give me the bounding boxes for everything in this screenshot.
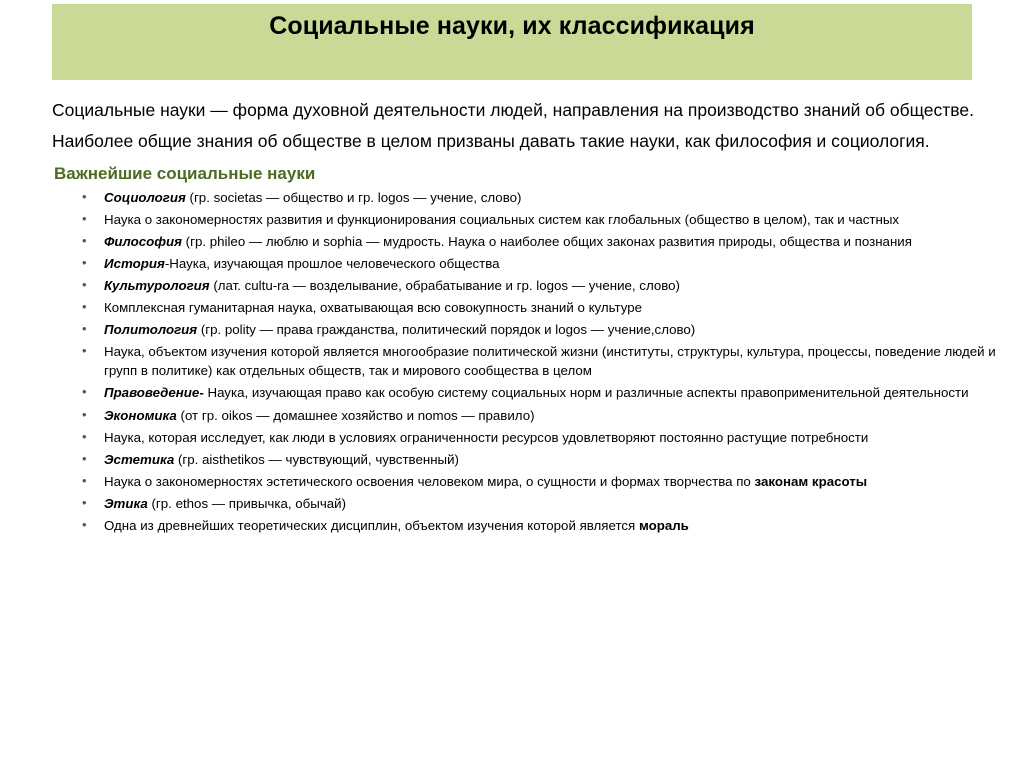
list-item-text: Одна из древнейших теоретических дисциплин, объектом изучения которой является <box>104 517 639 533</box>
list-item-emphasis: мораль <box>638 517 689 533</box>
list-item-text: (гр. aisthetikos — чувствующий, чувственный) <box>174 451 459 467</box>
section-subheading: Важнейшие социальные науки <box>54 163 316 183</box>
list-item <box>52 298 1004 318</box>
list-item-text: -Наука, изучающая прошлое человеческого общества <box>164 255 500 271</box>
slide-body <box>52 98 1004 538</box>
list-item <box>52 320 1004 340</box>
list-item <box>52 450 1004 470</box>
list-item <box>52 472 1004 492</box>
list-item-text: (гр. polity — права гражданства, политический порядок и logos — учение,слово) <box>197 321 696 337</box>
list-item-term: Политология <box>104 321 198 337</box>
list-item-term: Эстетика <box>104 451 175 467</box>
list-item-text: (от гр. oikos — домашнее хозяйство и nomos — правило) <box>176 407 535 423</box>
list-item-text: (гр. phileo — люблю и sophia — мудрость. Наука о наиболее общих законах развития природы, общества и познания <box>181 233 912 249</box>
list-item <box>52 516 1004 536</box>
list-item <box>52 232 1004 252</box>
list-item <box>52 406 1004 426</box>
science-list <box>52 188 1004 536</box>
intro-paragraph-2-text: Наиболее общие знания об обществе в целом призваны давать такие науки, как философия и социология. <box>52 130 930 151</box>
title-band <box>52 4 972 80</box>
list-item-term: Этика <box>104 495 148 511</box>
list-item <box>52 276 1004 296</box>
list-item <box>52 210 1004 230</box>
list-item-term: Экономика <box>104 407 177 423</box>
list-item-text: (лат. cultu-ra — возделывание, обрабатывание и гр. logos — учение, слово) <box>209 277 680 293</box>
list-item-term: История <box>104 255 165 271</box>
list-item-text: Наука о закономерностях эстетического освоения человеком мира, о сущности и формах творчества по <box>104 473 755 489</box>
list-item-term: Культурология <box>104 277 210 293</box>
list-item <box>52 494 1004 514</box>
list-item-term: Правоведение- <box>104 385 204 401</box>
list-item-text: Комплексная гуманитарная наука, охватывающая всю совокупность знаний о культуре <box>104 299 643 315</box>
list-item-text: Наука, изучающая право как особую систему социальных норм и различные аспекты правоприменительной деятельности <box>203 385 969 401</box>
list-item-term: Социология <box>104 189 186 205</box>
list-item-text: (гр. ethos — привычка, обычай) <box>147 495 346 511</box>
list-item <box>52 188 1004 208</box>
list-item <box>52 428 1004 448</box>
list-item-text: Наука, которая исследует, как люди в условиях ограниченности ресурсов удовлетворяют постоянно растущие потребности <box>104 429 869 445</box>
page-title: Социальные науки, их классификация <box>269 12 755 40</box>
list-item-term: Философия <box>104 233 182 249</box>
list-item-text: (гр. societas — общество и гр. logos — учение, слово) <box>185 189 522 205</box>
list-item-text: Наука, объектом изучения которой является многообразие политической жизни (институты, структуры, культура, процессы, поведение людей и групп в политике) как отдельных обществ, так и мирового сообщества в целом <box>104 343 996 379</box>
intro-paragraph-2 <box>52 129 1004 154</box>
list-item <box>52 342 1004 381</box>
list-item <box>52 383 1004 403</box>
intro-paragraph-1-text: Социальные науки — форма духовной деятельности людей, направления на производство знаний об обществе. <box>52 100 974 120</box>
list-item <box>52 254 1004 274</box>
intro-paragraph-1 <box>52 98 1004 123</box>
list-item-text: Наука о закономерностях развития и функционирования социальных систем как глобальных (общество в целом), так и частных <box>104 211 900 227</box>
list-item-emphasis: законам красоты <box>754 473 868 489</box>
